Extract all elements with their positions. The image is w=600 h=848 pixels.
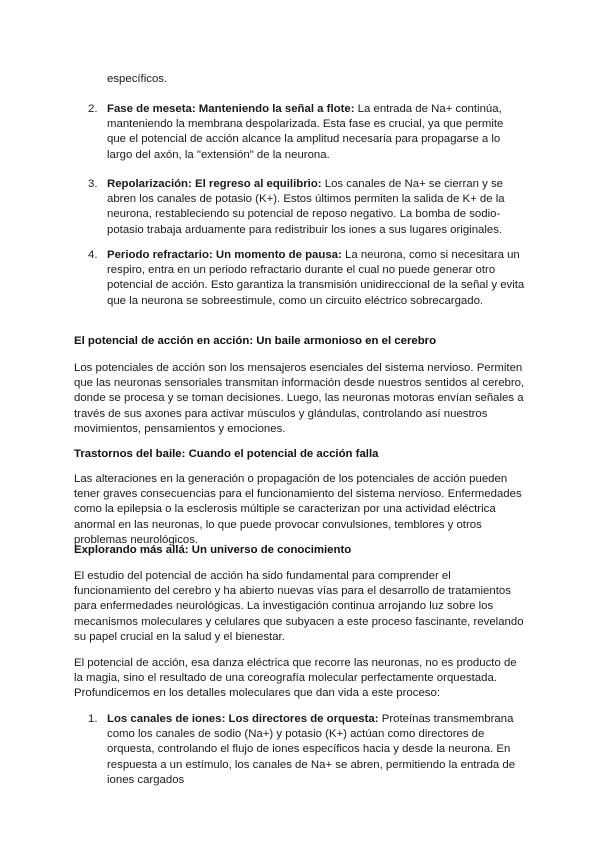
list-item-title: Periodo refractario: Un momento de pausa: <box>107 249 342 261</box>
list-item-number: 2. <box>88 103 98 115</box>
section-heading: Trastornos del baile: Cuando el potencial de acción falla <box>74 448 379 460</box>
list-item-continuation: específicos. <box>107 73 168 85</box>
list-item-text <box>107 248 525 309</box>
list-item-title: Repolarización: El regreso al equilibrio: <box>107 178 322 190</box>
list-item-title: Los canales de iones: Los directores de orquesta: <box>107 713 379 725</box>
section-paragraph: Los potenciales de acción son los mensajeros esenciales del sistema nervioso. Permiten que las neuronas sensoriales transmitan información desde nuestros sentidos al cerebro, donde se procesa y se toman decisiones. Luego, las neuronas motoras envían señales a través de sus axones para activar músculos y glándulas, controlando así nuestros movimientos, pensamientos y emociones. <box>74 362 525 435</box>
list-item-body: La neurona, como si necesitara un respiro, entra en un periodo refractario durante el cual no puede generar otro potencial de acción. Esto garantiza la transmisión unidireccional de la señal y evita que la neurona se sobreestimule, como un circuito eléctrico sobrecargado. <box>107 249 525 307</box>
list-item-title: Fase de meseta: Manteniendo la señal a flote: <box>107 103 355 115</box>
section-paragraph: El estudio del potencial de acción ha sido fundamental para comprender el funcionamiento del cerebro y ha abierto nuevas vías para el desarrollo de tratamientos para enfermedades neurológicas. La investigación continua arrojando luz sobre los mecanismos moleculares y celulares que subyacen a este proceso fascinante, revelando su papel crucial en la salud y el bienestar. <box>74 570 524 643</box>
list-item-body: Proteínas transmembrana como los canales de sodio (Na+) y potasio (K+) actúan como directores de orquesta, controlando el flujo de iones específicos hacia y desde la neurona. En respuesta a un estímulo, los canales de Na+ se abren, permitiendo la entrada de iones cargados <box>107 713 516 786</box>
list-item-text <box>107 177 525 238</box>
list-item-body: Los canales de Na+ se cierran y se abren los canales de potasio (K+). Estos últimos permiten la salida de K+ de la neurona, restableciendo su potencial de reposo negativo. La bomba de sodio-potasio trabaja arduamente para redistribuir los iones a sus lugares originales. <box>107 178 505 236</box>
list-item-number: 3. <box>88 178 98 190</box>
list-item-text <box>107 102 525 163</box>
list-item-text <box>107 712 525 788</box>
list-item-number: 4. <box>88 249 98 261</box>
section-paragraph: Las alteraciones en la generación o propagación de los potenciales de acción pueden tener graves consecuencias para el funcionamiento del sistema nervioso. Enfermedades como la epilepsia o la esclerosis múltiple se caracterizan por una actividad eléctrica anormal en las neuronas, lo que puede provocar convulsiones, temblores y otros problemas neurológicos. <box>74 473 522 546</box>
list-item-number: 1. <box>88 713 98 725</box>
section-heading: Explorando más allá: Un universo de conocimiento <box>74 544 352 556</box>
list-item-body: La entrada de Na+ continúa, manteniendo la membrana despolarizada. Esta fase es crucial, ya que permite que el potencial de acción alcance la amplitud necesaria para propagarse a lo largo del axón, la "extensión" de la neurona. <box>107 103 504 161</box>
section-heading: El potencial de acción en acción: Un baile armonioso en el cerebro <box>74 335 437 347</box>
section-paragraph: El potencial de acción, esa danza eléctrica que recorre las neuronas, no es producto de la magia, sino el resultado de una coreografía molecular perfectamente orquestada. Profundicemos en los detalles moleculares que dan vida a este proceso: <box>74 657 517 700</box>
